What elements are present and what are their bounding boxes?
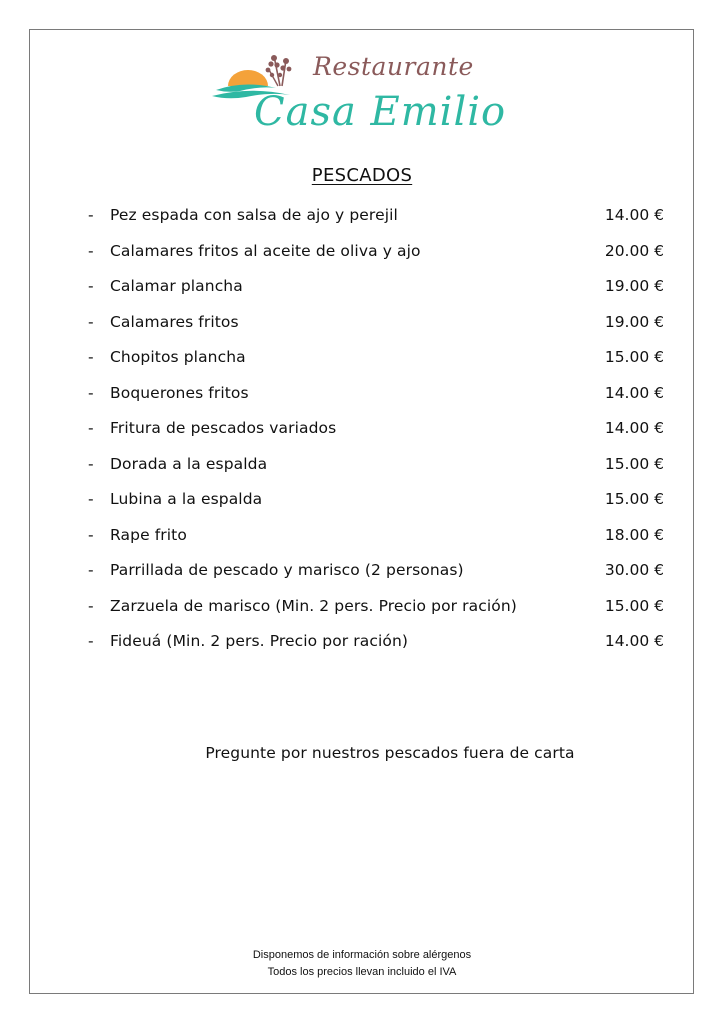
list-dash: - [88, 561, 94, 579]
dish-name: Zarzuela de marisco (Min. 2 pers. Precio por ración) [110, 596, 517, 615]
menu-item [0, 203, 724, 239]
dish-price: 30.00 € [604, 561, 664, 579]
dish-name: Lubina a la espalda [110, 490, 263, 508]
dish-name: Boquerones fritos [110, 383, 249, 402]
list-dash: - [88, 454, 94, 473]
restaurant-logo [210, 50, 510, 142]
dish-price: 19.00 € [604, 312, 664, 331]
dish-name: Fideuá (Min. 2 pers. Precio por ración) [110, 632, 409, 650]
dish-name: Chopitos plancha [110, 348, 246, 366]
dish-price: 14.00 € [604, 383, 664, 402]
dish-price: 15.00 € [604, 490, 664, 508]
dish-price: 20.00 € [604, 241, 664, 260]
vat-info-text: Todos los precios llevan incluido el IVA [267, 966, 457, 978]
menu-item [0, 558, 724, 594]
dish-name: Calamares fritos [110, 312, 239, 331]
menu-item [0, 452, 724, 488]
menu-item [0, 239, 724, 275]
menu-item [0, 345, 724, 381]
menu-item [0, 381, 724, 417]
dish-price: 14.00 € [604, 206, 664, 224]
list-dash: - [88, 312, 94, 331]
list-dash: - [88, 596, 94, 615]
menu-item [0, 274, 724, 310]
menu-item [0, 523, 724, 559]
menu-item [0, 416, 724, 452]
dish-name: Calamar plancha [110, 277, 243, 295]
allergen-info-text: Disponemos de información sobre alérgenos [252, 949, 472, 961]
dish-price: 14.00 € [604, 632, 664, 650]
dish-name: Fritura de pescados variados [110, 419, 337, 437]
dish-price: 18.00 € [604, 525, 664, 544]
dish-name: Dorada a la espalda [110, 454, 268, 473]
dish-name: Parrillada de pescado y marisco (2 personas) [110, 561, 464, 579]
menu-item [0, 594, 724, 630]
menu-item [0, 487, 724, 523]
dish-name: Pez espada con salsa de ajo y perejil [110, 206, 398, 224]
section-title: PESCADOS [311, 165, 413, 186]
dish-name: Rape frito [110, 525, 187, 544]
dish-price: 15.00 € [604, 454, 664, 473]
menu-item [0, 629, 724, 665]
list-dash: - [88, 383, 94, 402]
logo-restaurant-name: Casa Emilio [254, 89, 507, 135]
dish-name: Calamares fritos al aceite de oliva y ajo [110, 241, 421, 260]
list-dash: - [88, 277, 94, 295]
list-dash: - [88, 206, 94, 224]
off-menu-note: Pregunte por nuestros pescados fuera de carta [205, 744, 575, 762]
dish-price: 14.00 € [604, 419, 664, 437]
list-dash: - [88, 419, 94, 437]
list-dash: - [88, 525, 94, 544]
list-dash: - [88, 348, 94, 366]
dish-price: 15.00 € [604, 348, 664, 366]
logo-restaurante-text: Restaurante [313, 52, 474, 81]
list-dash: - [88, 490, 94, 508]
dish-price: 15.00 € [604, 596, 664, 615]
list-dash: - [88, 241, 94, 260]
menu-item [0, 310, 724, 346]
dish-price: 19.00 € [604, 277, 664, 295]
footer [0, 947, 724, 981]
list-dash: - [88, 632, 94, 650]
menu-list [0, 203, 724, 665]
